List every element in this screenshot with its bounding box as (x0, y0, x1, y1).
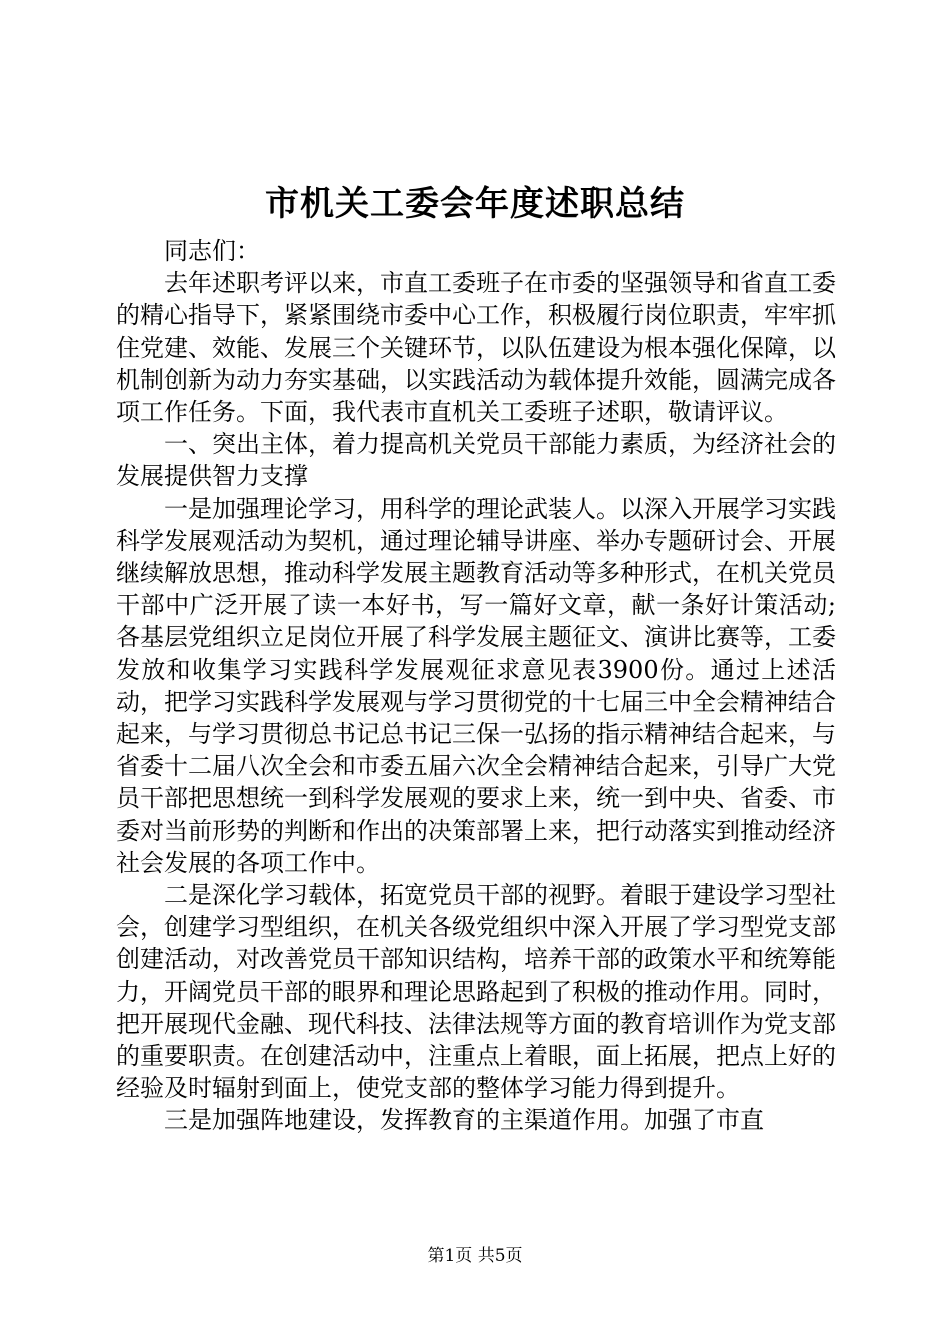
paragraph-theory-study: 一是加强理论学习，用科学的理论武装人。以深入开展学习实践科学发展观活动为契机，通过理论辅导讲座、举办专题研讨会、开展继续解放思想，推动科学发展主题教育活动等多种形式，在机关党员干部中广泛开展了读一本好书，写一篇好文章，献一条好计策活动;各基层党组织立足岗位开展了科学发展主题征文、演讲比赛等，工委发放和收集学习实践科学发展观征求意见表3900份。通过上述活动，把学习实践科学发展观与学习贯彻党的十七届三中全会精神结合起来，与学习贯彻总书记总书记三保一弘扬的指示精神结合起来，与省委十二届八次全会和市委五届六次全会精神结合起来，引导广大党员干部把思想统一到科学发展观的要求上来，统一到中央、省委、市委对当前形势的判断和作出的决策部署上来，把行动落实到推动经济社会发展的各项工作中。 (116, 494, 836, 877)
paragraph-study-carrier: 二是深化学习载体，拓宽党员干部的视野。着眼于建设学习型社会，创建学习型组织，在机关各级党组织中深入开展了学习型党支部创建活动，对改善党员干部知识结构，培养干部的政策水平和统筹能力，开阔党员干部的眼界和理论思路起到了积极的推动作用。同时，把开展现代金融、现代科技、法律法规等方面的教育培训作为党支部的重要职责。在创建活动中，注重点上着眼，面上拓展，把点上好的经验及时辐射到面上，使党支部的整体学习能力得到提升。 (116, 881, 836, 1103)
page-number-footer: 第1页 共5页 (427, 1246, 523, 1266)
document-body (116, 235, 836, 1137)
paragraph-intro: 去年述职考评以来，市直工委班子在市委的坚强领导和省直工委的精心指导下，紧紧围绕市委中心工作，积极履行岗位职责，牢牢抓住党建、效能、发展三个关键环节，以队伍建设为根本强化保障，以机制创新为动力夯实基础，以实践活动为载体提升效能，圆满完成各项工作任务。下面，我代表市直机关工委班子述职，敬请评议。 (116, 269, 836, 427)
document-title: 市机关工委会年度述职总结 (265, 184, 685, 224)
greeting: 同志们： (164, 237, 260, 265)
paragraph-position-building: 三是加强阵地建设，发挥教育的主渠道作用。加强了市直 (164, 1106, 764, 1135)
section-heading-1: 一、突出主体，着力提高机关党员干部能力素质，为经济社会的发展提供智力支撑 (116, 430, 836, 491)
